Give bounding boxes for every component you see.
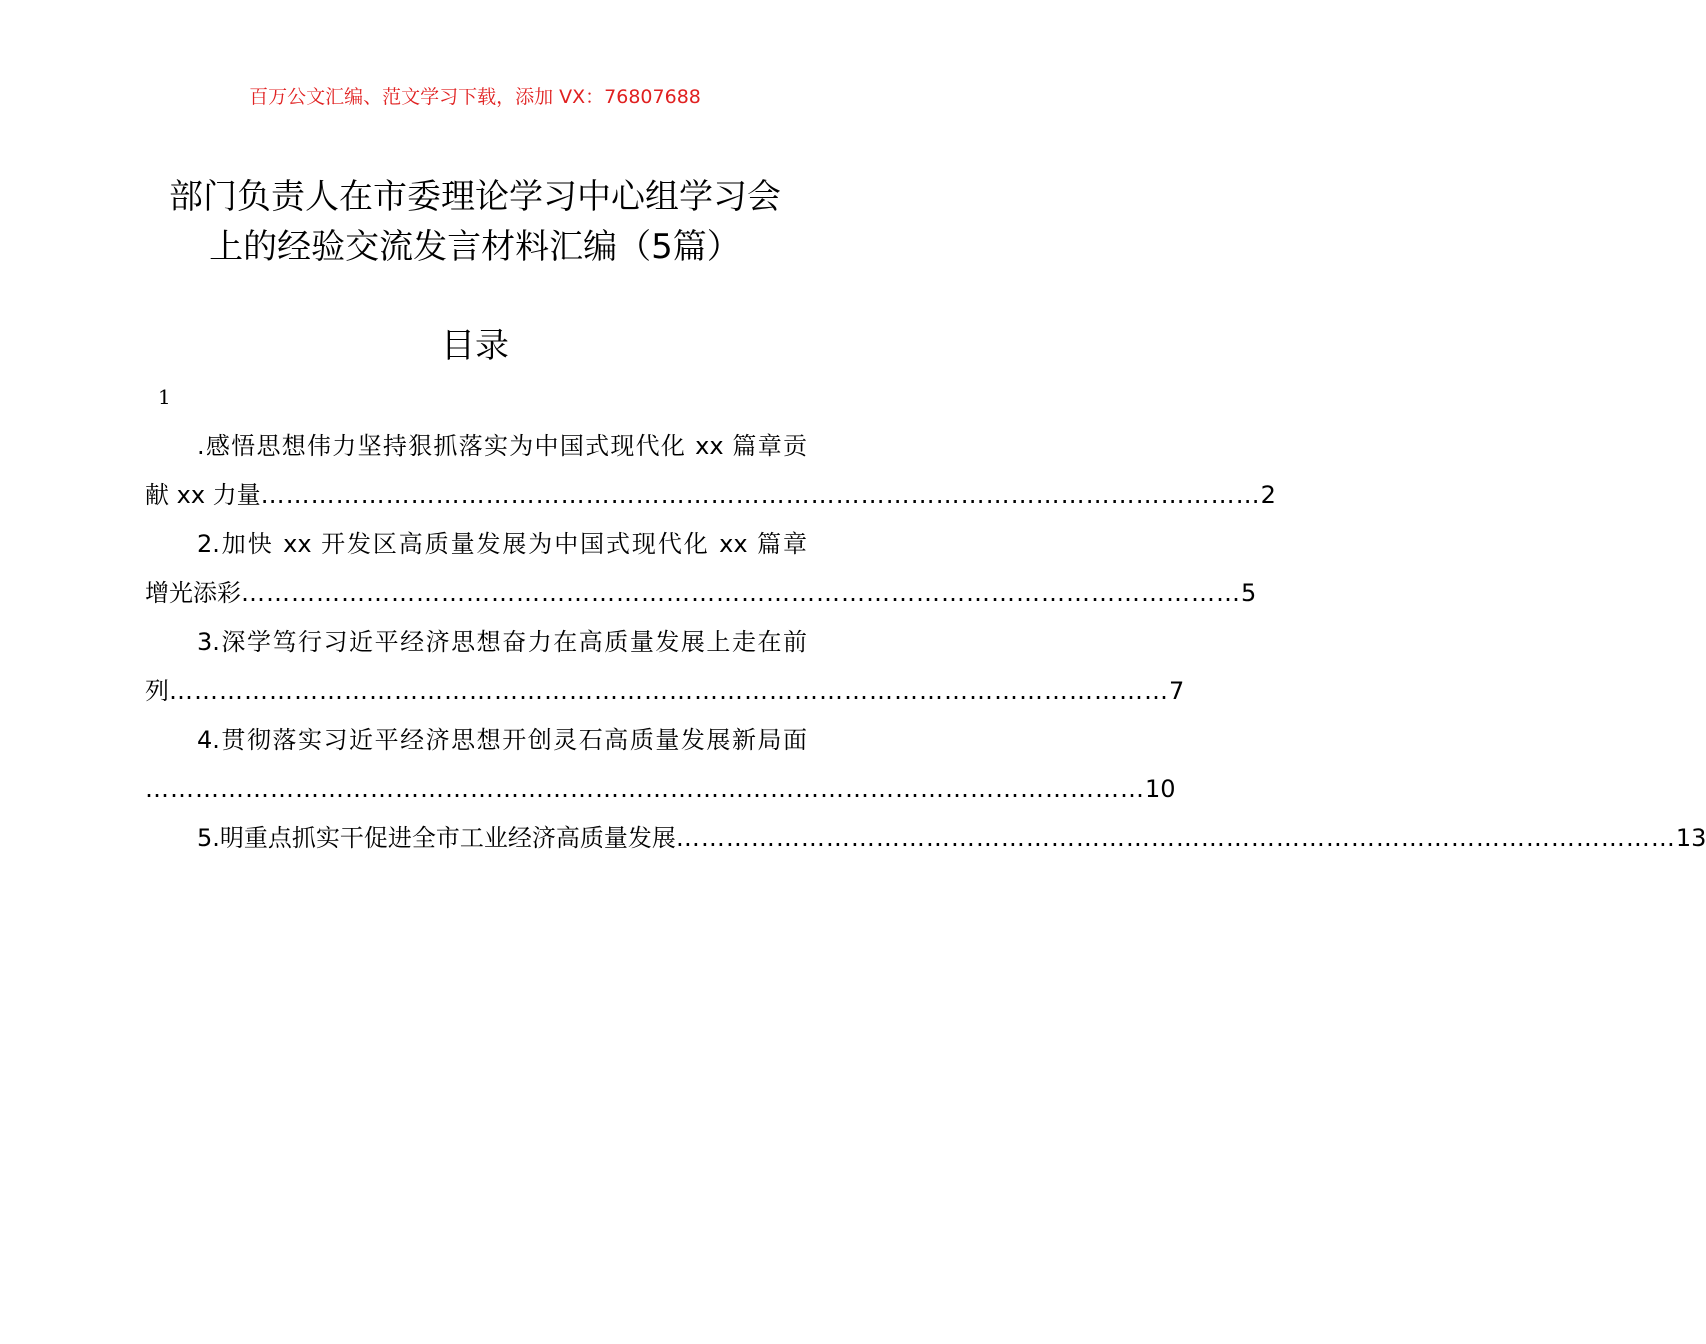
title-line-1: 部门负责人在市委理论学习中心组学习会 <box>169 177 781 217</box>
toc-leader-dots: ………………………………………………………………………………………………………… <box>145 775 1145 803</box>
toc-entry-1-page: 2 <box>1260 481 1276 509</box>
toc-entry-2-text: 增光添彩 <box>145 579 241 607</box>
toc-entry-5-line1 <box>145 814 1706 863</box>
toc-entry-4-line2 <box>145 765 1176 814</box>
toc-leader-dots: ………………………………………………………………………………………………………… <box>169 677 1169 705</box>
toc-entry-5[interactable] <box>145 814 1706 863</box>
toc-entry-2-page: 5 <box>1241 579 1257 607</box>
title-line-2: 上的经验交流发言材料汇编（5篇） <box>209 227 741 267</box>
toc-entry-2-line1: 2.加快 xx 开发区高质量发展为中国式现代化 xx 篇章 <box>197 530 807 558</box>
toc-entry-2[interactable] <box>145 520 1257 618</box>
table-of-contents <box>145 422 1706 863</box>
toc-leader-dots: ………………………………………………………………………………………………………… <box>241 579 1241 607</box>
toc-entry-3-page: 7 <box>1169 677 1185 705</box>
toc-leader-dots: ………………………………………………………………………………………………………… <box>675 824 1676 852</box>
toc-entry-4-line1: 4.贯彻落实习近平经济思想开创灵石高质量发展新局面 <box>197 726 807 754</box>
toc-entry-1-line2 <box>145 471 1276 520</box>
toc-entry-3[interactable] <box>145 618 1185 716</box>
document-title <box>100 172 850 272</box>
toc-entry-4[interactable] <box>145 716 1176 814</box>
toc-heading: 目录 <box>441 326 509 366</box>
toc-entry-3-line1: 3.深学笃行习近平经济思想奋力在高质量发展上走在前 <box>197 628 807 656</box>
toc-leader-dots: ………………………………………………………………………………………………………… <box>260 481 1261 509</box>
toc-entry-5-text: 5.明重点抓实干促进全市工业经济高质量发展 <box>197 824 676 852</box>
toc-entry-3-text: 列 <box>145 677 169 705</box>
toc-entry-2-line2 <box>145 569 1257 618</box>
stray-number: 1 <box>158 385 171 409</box>
toc-entry-1[interactable] <box>145 422 1276 520</box>
toc-entry-4-page: 10 <box>1145 775 1176 803</box>
toc-entry-1-text: 献 xx 力量 <box>145 481 261 509</box>
toc-entry-5-page: 13 <box>1675 824 1706 852</box>
header-note: 百万公文汇编、范文学习下载，添加 VX：76807688 <box>249 86 701 108</box>
toc-entry-1-line1: .感悟思想伟力坚持狠抓落实为中国式现代化 xx 篇章贡 <box>197 432 807 460</box>
toc-entry-3-line2 <box>145 667 1185 716</box>
